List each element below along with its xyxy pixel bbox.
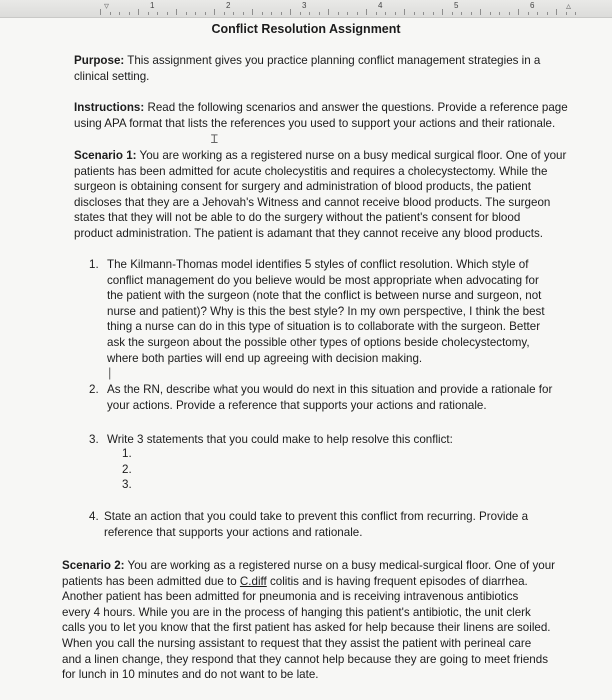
ruler-tick [110,12,111,15]
ruler-tick [376,12,377,15]
ruler-tick [471,12,472,15]
ruler-tick [518,9,519,15]
list-item: 1. [122,447,132,460]
ruler-tick [547,12,548,15]
ruler-tick [404,9,405,15]
ruler-number: 4 [378,1,383,10]
ruler-tick [148,12,149,15]
ruler-tick [129,12,130,15]
question-3-text: Write 3 statements that you could make to help resolve this conflict: [107,433,453,446]
ruler-tick [138,9,139,15]
ruler-tick [176,9,177,15]
ruler-tick [224,12,225,15]
ruler-tick [414,12,415,15]
ruler-tick [309,12,310,15]
purpose-paragraph: Purpose: This assignment gives you practice planning conflict management strategies in a clinical setting. [74,54,541,83]
ruler-tick [100,9,101,15]
ruler-tick [490,12,491,15]
ruler-tick [556,9,557,15]
ruler-tick [157,12,158,15]
instructions-paragraph: Instructions: Read the following scenarios and answer the questions. Provide a reference page using APA format that lists the references you used to support your actions and their rationale. [74,101,568,130]
ruler-tick [357,12,358,15]
question-3-sublist [122,446,132,493]
ruler-tick [195,12,196,15]
question-1-number: 1. [89,258,99,271]
ruler-tick [243,12,244,15]
question-3-number: 3. [89,433,99,446]
ruler-tick [537,12,538,15]
instructions-label: Instructions: [74,101,145,114]
ruler-tick [338,12,339,15]
ruler-tick [271,12,272,15]
page-title: Conflict Resolution Assignment [211,22,401,36]
ruler-tick [252,9,253,15]
ruler-tick [442,9,443,15]
ruler-tick [452,12,453,15]
ruler-tick [385,12,386,15]
ruler-tick [290,9,291,15]
ruler-number: 5 [454,1,459,10]
ruler-tick [167,12,168,15]
ruler-tick [347,12,348,15]
ruler-tick [480,9,481,15]
ruler-number: 3 [302,1,307,10]
question-2-text: As the RN, describe what you would do next in this situation and provide a rationale for your actions. Provide a reference that supports your actions and rationale. [107,383,553,412]
ruler-tick [328,9,329,15]
ruler-tick [281,12,282,15]
ruler-tick [575,12,576,15]
ruler-tick [433,12,434,15]
scenario-2-paragraph: Scenario 2: You are working as a registered nurse on a busy medical-surgical floor. One of your patients has been admitted due to C.diff colitis and is having frequent episodes of diarrhea. Another patient has been admitted for pneumonia and is receiving intravenous antibiotics every 4 hours. While you are in the process of hanging this patient's antibiotic, the unit clerk calls you to let you know that the first patient has asked for help because their linens are soiled. When you call the nursing assistant to request that they assist the patient with perineal care and a linen change, they respond that they cannot help because they are going to meet friends for lunch in 10 minutes and do not want to be late. [62,559,556,682]
ruler-tick [366,9,367,15]
ruler-tick [205,12,206,15]
spellcheck-word[interactable]: C.diff [239,574,267,588]
ruler-tick [319,12,320,15]
list-item: 2. [122,462,132,476]
list-item: 3. [122,478,132,492]
ruler-tick [461,12,462,15]
first-line-indent-icon[interactable]: ▿ [104,1,110,12]
text-cursor-icon: Ɪ [211,132,218,146]
ruler-tick [300,12,301,15]
ruler-tick [423,12,424,15]
question-1-text: The Kilmann-Thomas model identifies 5 styles of conflict resolution. Which style of conflict management do you believe would be most appropriate when advocating for the patient with the surgeon (note that the conflict is between nurse and surgeon, not nurse and patient)? Why is this the best style? In my own perspective, I think the best thing a nurse can do in this type of situation is to collaborate with the surgeon. Better ask the surgeon about the possible other types of options beside cholecystectomy, where both parties will end up agreeing with decision making. [107,258,545,365]
question-4-number: 4. [89,510,99,523]
document-page[interactable] [0,18,612,700]
question-2-number: 2. [89,383,99,396]
ruler-tick [499,12,500,15]
ruler-tick [566,12,567,15]
ruler-number: 2 [226,1,231,10]
right-indent-icon[interactable]: ▵ [566,1,572,12]
ruler-tick [214,9,215,15]
ruler-tick [509,12,510,15]
question-4-text: State an action that you could take to prevent this conflict from recurring. Provide a reference that supports your actions and rationale. [104,510,529,539]
ruler [0,0,612,18]
scenario-2-label: Scenario 2: [62,559,125,572]
ruler-tick [233,12,234,15]
ruler-number: 6 [530,1,535,10]
ruler-number: 1 [150,1,155,10]
text-cursor-icon: | [108,365,112,380]
ruler-tick [395,12,396,15]
ruler-tick [119,12,120,15]
scenario-1-paragraph: Scenario 1: You are working as a registered nurse on a busy medical surgical floor. One of your patients has been admitted for acute cholecystitis and requires a cholecystectomy. While the surgeon is obtaining consent for surgery and administration of blood products, the patient discloses that they are a Jehovah's Witness and cannot receive blood products. The surgeon states that they will not be able to do the surgery without the patient's consent for blood product administration. The patient is adamant that they cannot receive any blood products. [74,149,567,240]
scenario-1-label: Scenario 1: [74,149,137,162]
ruler-tick [186,12,187,15]
ruler-tick [528,12,529,15]
purpose-label: Purpose: [74,54,125,67]
ruler-tick [262,12,263,15]
